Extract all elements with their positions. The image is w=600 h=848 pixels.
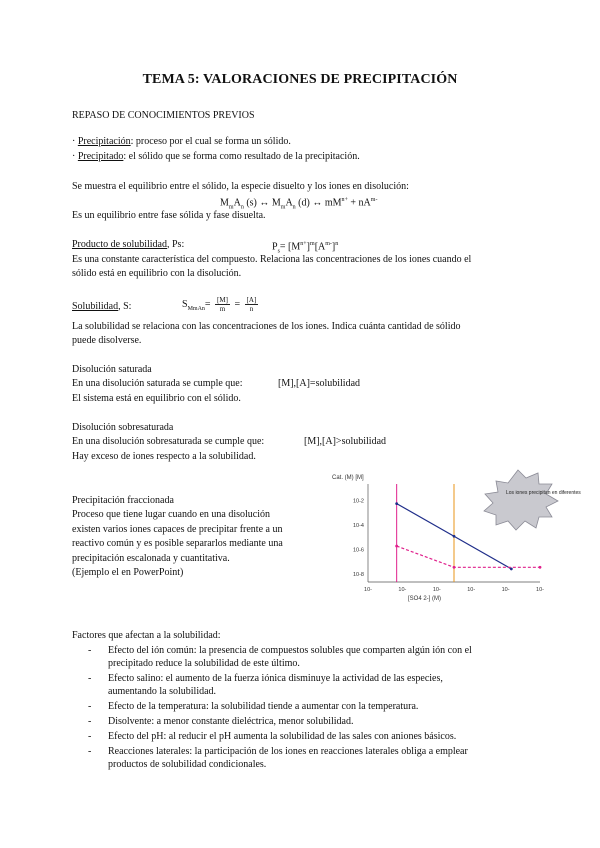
factor-line: Efecto del pH: al reducir el pH aumenta la solubilidad de las sales con aniones básicos. bbox=[108, 731, 457, 742]
def-precipitacion: · Precipitación: proceso por el cual se forma un sólido. bbox=[72, 136, 291, 147]
saturada-cond: [M],[A]=solubilidad bbox=[278, 378, 361, 389]
equilibrio-equation: $M_mA_n$ (s) ↔ $M_mA_n$ (d) ↔ $mM^{n+} + nA^{m-}$ bbox=[220, 197, 378, 211]
saturada-line2: El sistema está en equilibrio con el sólido. bbox=[72, 393, 241, 404]
solubilidad-desc-2: puede disolverse. bbox=[72, 335, 142, 346]
sobresaturada-cond: [M],[A]>solubilidad bbox=[304, 436, 387, 447]
frac-m-den: m bbox=[219, 305, 226, 314]
series-point bbox=[395, 545, 398, 548]
factores-heading: Factores que afectan a la solubilidad: bbox=[72, 630, 221, 641]
factor-line: Efecto salino: el aumento de la fuerza iónica disminuye la actividad de las especies, bbox=[108, 673, 443, 684]
bullet-dash: - bbox=[88, 716, 92, 727]
term-precipitacion: Precipitación bbox=[77, 136, 131, 147]
page-title: TEMA 5: VALORACIONES DE PRECIPITACIÓN bbox=[142, 72, 458, 87]
factor-line: Disolvente: a menor constante dieléctrica, menor solubilidad. bbox=[108, 716, 354, 727]
saturada-heading: Disolución saturada bbox=[72, 364, 152, 375]
section-heading-repaso: REPASO DE CONOCIMIENTOS PREVIOS bbox=[72, 110, 255, 121]
fraccionada-line: reactivo común y es posible separarlos mediante una bbox=[72, 538, 283, 549]
x-tick-label: 10- bbox=[501, 587, 510, 593]
frac-a-num: [A] bbox=[246, 296, 257, 305]
frac-a-den: n bbox=[249, 305, 254, 314]
callout-burst bbox=[484, 470, 558, 530]
chart-ylabel: Cat. (M) [M] bbox=[332, 475, 364, 481]
x-tick-label: 10- bbox=[364, 587, 372, 593]
factor-line: Efecto del ión común: la presencia de compuestos solubles que comparten algún ión con el bbox=[108, 645, 472, 656]
x-tick-label: 10- bbox=[398, 587, 407, 593]
fraction-a bbox=[245, 296, 259, 313]
series-point bbox=[510, 568, 513, 571]
solubilidad-suffix: , S: bbox=[118, 301, 132, 312]
callout-text bbox=[506, 490, 581, 496]
ps-symbol: , Ps: bbox=[167, 239, 185, 250]
fraccionada-line: (Ejemplo el en PowerPoint) bbox=[72, 567, 184, 578]
factor-line: precipitado reduce la solubilidad de este último. bbox=[108, 658, 300, 669]
series-point bbox=[395, 502, 398, 505]
bullet-dash: - bbox=[88, 645, 92, 656]
ps-desc-1: Es una constante característica del compuesto. Relaciona las concentraciones de los iones cuando el bbox=[72, 254, 472, 265]
ps-formula: $P_s= [M^{n+}]^m[A^{m-}]^n$ bbox=[272, 241, 339, 255]
precipitation-chart bbox=[330, 470, 581, 610]
fraccionada-line: existen varios iones capaces de precipitar frente a un bbox=[72, 524, 283, 535]
x-tick-label: 10- bbox=[536, 587, 544, 593]
callout-text-line: Los iones precipitan en diferentes bbox=[506, 490, 581, 496]
def-precipitado: · Precipitado: el sólido que se forma como resultado de la precipitación. bbox=[72, 151, 360, 162]
series-line bbox=[397, 546, 540, 567]
def-precipitacion-text: : proceso por el cual se forma un sólido. bbox=[130, 136, 291, 147]
bullet-dash: - bbox=[88, 673, 92, 684]
x-tick-label: 10- bbox=[467, 587, 476, 593]
s-symbol: S bbox=[182, 299, 188, 310]
ps-label bbox=[72, 238, 184, 251]
fraccionada-line: precipitación escalonada y cuantitativa. bbox=[72, 553, 230, 564]
factor-line: aumentando la solubilidad. bbox=[108, 686, 217, 697]
saturada-line1: En una disolución saturada se cumple que: bbox=[72, 378, 243, 389]
term-precipitado: Precipitado bbox=[77, 151, 124, 162]
series-point bbox=[453, 566, 456, 569]
factor-line: productos de solubilidad condicionales. bbox=[108, 759, 267, 770]
series-point bbox=[539, 566, 542, 569]
sobresaturada-line2: Hay exceso de iones respecto a la solubilidad. bbox=[72, 451, 256, 462]
y-tick-label: 10-6 bbox=[352, 547, 364, 554]
solubilidad-label bbox=[72, 300, 131, 313]
fraction-m bbox=[215, 296, 230, 313]
equilibrio-intro: Se muestra el equilibrio entre el sólido, la especie disuelto y los iones en disolución: bbox=[72, 181, 409, 192]
ps-desc-2: sólido está en equilibrio con la disolución. bbox=[72, 268, 242, 279]
bullet-dash: - bbox=[88, 731, 92, 742]
fraccionada-heading: Precipitación fraccionada bbox=[72, 495, 174, 506]
sobresaturada-line1: En una disolución sobresaturada se cumple que: bbox=[72, 436, 265, 447]
s-subscript: MmAn bbox=[187, 306, 205, 312]
sobresaturada-heading: Disolución sobresaturada bbox=[72, 422, 174, 433]
equilibrio-note: Es un equilibrio entre fase sólida y fase disuelta. bbox=[72, 210, 266, 221]
bullet-dash: - bbox=[88, 746, 92, 757]
y-tick-label: 10-8 bbox=[352, 571, 364, 578]
def-precipitado-text: : el sólido que se forma como resultado de la precipitación. bbox=[123, 151, 360, 162]
x-tick-label: 10- bbox=[432, 587, 441, 593]
chart-xlabel: [SO4 2-] (M) bbox=[408, 596, 442, 602]
solubilidad-desc-1: La solubilidad se relaciona con las concentraciones de los iones. Indica cuánta cantidad de sólido bbox=[72, 321, 461, 332]
y-tick-label: 10-4 bbox=[352, 522, 364, 529]
factor-line: Reacciones laterales: la participación de los iones en reacciones laterales obliga a emplear bbox=[108, 746, 468, 757]
solubilidad-formula: $S_{MmAn}=$ $\frac{[M]}{m}$ = $\frac{[A]}{n}$ bbox=[182, 296, 257, 314]
bullet-dash: - bbox=[88, 701, 92, 712]
factor-line: Efecto de la temperatura: la solubilidad tiende a aumentar con la temperatura. bbox=[108, 701, 419, 712]
frac-m-num: [M] bbox=[217, 296, 228, 305]
term-ps: Producto de solubilidad bbox=[72, 239, 167, 250]
term-solubilidad: Solubilidad bbox=[72, 301, 119, 312]
fraccionada-line: Proceso que tiene lugar cuando en una disolución bbox=[72, 509, 270, 520]
series-point bbox=[453, 535, 456, 538]
y-tick-label: 10-2 bbox=[352, 498, 364, 505]
